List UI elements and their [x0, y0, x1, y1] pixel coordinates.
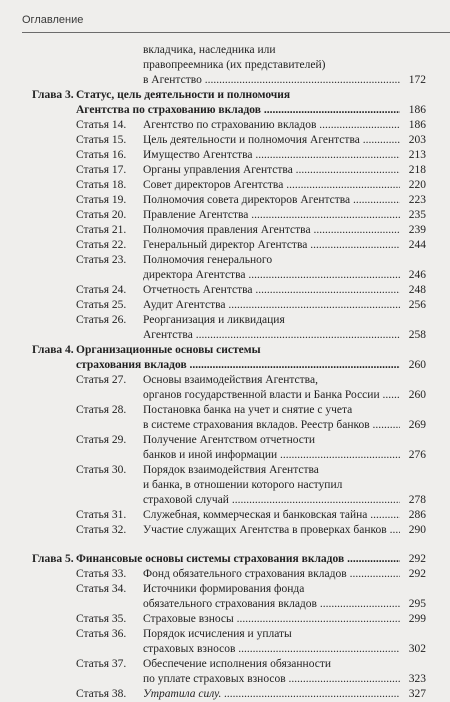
- page-number: 258: [408, 329, 426, 341]
- toc-entry-line: [32, 238, 426, 253]
- page-number: 276: [408, 449, 426, 461]
- chapter-title: Агентства по страхованию вкладов .....: [76, 103, 400, 118]
- toc-entry-line: [32, 313, 426, 328]
- page-number: 186: [408, 104, 426, 116]
- article-number: Статья 20.: [76, 209, 127, 221]
- article-title: Цель деятельности и полномочия Агентства .....: [143, 133, 400, 148]
- article-number: Статья 36.: [76, 628, 127, 640]
- article-title: Порядок исчисления и уплаты: [143, 628, 292, 640]
- article-title: Генеральный директор Агентства .....: [143, 238, 400, 253]
- article-number: Статья 27.: [76, 374, 127, 386]
- toc-chapter-line: [32, 552, 426, 567]
- article-title: Постановка банка на учет и снятие с учета: [143, 404, 353, 416]
- toc-entry-line: [32, 133, 426, 148]
- article-number: Статья 15.: [76, 134, 127, 146]
- page-number: 286: [408, 509, 426, 521]
- page-number: 292: [408, 553, 426, 565]
- article-number: Статья 18.: [76, 179, 127, 191]
- page-number: 172: [408, 74, 426, 86]
- article-title: Агентства .....: [143, 328, 400, 343]
- page-number: 290: [408, 524, 426, 536]
- page-number: 239: [408, 224, 426, 236]
- toc-entry-line: [32, 612, 426, 627]
- toc-entry-line: [32, 418, 426, 433]
- header-divider: [22, 32, 450, 33]
- page-number: 269: [408, 419, 426, 431]
- page-number: 299: [408, 613, 426, 625]
- article-number: Статья 29.: [76, 434, 127, 446]
- article-title: правопреемника (их представителей): [143, 59, 326, 71]
- chapter-title: Статус, цель деятельности и полномочия: [76, 89, 291, 101]
- article-title: Утратила силу. .....: [143, 687, 400, 702]
- article-title: Имущество Агентства .....: [143, 148, 400, 163]
- page-number: 244: [408, 239, 426, 251]
- page-number: 213: [408, 149, 426, 161]
- article-title: в системе страхования вкладов. Реестр банков .....: [143, 418, 400, 433]
- chapter-number: Глава 5.: [32, 553, 74, 565]
- article-number: Статья 34.: [76, 583, 127, 595]
- page-number: 323: [408, 673, 426, 685]
- article-number: Статья 31.: [76, 509, 127, 521]
- toc-entry-line: [32, 118, 426, 133]
- chapter-number: Глава 3.: [32, 89, 74, 101]
- page-number: 248: [408, 284, 426, 296]
- chapter-title: Организационные основы системы: [76, 344, 261, 356]
- toc-entry-line: [32, 178, 426, 193]
- toc-entry-line: [32, 642, 426, 657]
- toc-entry-line: [32, 268, 426, 283]
- toc-entry-line: [32, 298, 426, 313]
- page-number: 302: [408, 643, 426, 655]
- article-title: Страховые взносы .....: [143, 612, 400, 627]
- article-title: Полномочия генерального: [143, 254, 273, 266]
- article-number: Статья 21.: [76, 224, 127, 236]
- toc-entry-line: [32, 478, 426, 493]
- article-title: органов государственной власти и Банка России .....: [143, 388, 400, 403]
- toc-entry-line: [32, 223, 426, 238]
- article-title: Полномочия совета директоров Агентства .....: [143, 193, 400, 208]
- article-number: Статья 35.: [76, 613, 127, 625]
- article-title: Участие служащих Агентства в проверках банков .....: [143, 523, 400, 538]
- toc-entry-line: [32, 148, 426, 163]
- article-title: в Агентство .....: [143, 73, 400, 88]
- article-title: Обеспечение исполнения обязанности: [143, 658, 332, 670]
- toc-entry-line: [32, 582, 426, 597]
- toc-entry-line: [32, 388, 426, 403]
- page-number: 295: [408, 598, 426, 610]
- article-title: Полномочия правления Агентства .....: [143, 223, 400, 238]
- toc-entry-line: [32, 163, 426, 178]
- page-number: 327: [408, 688, 426, 700]
- toc-entry-line: [32, 597, 426, 612]
- article-number: Статья 37.: [76, 658, 127, 670]
- article-title: Порядок взаимодействия Агентства: [143, 464, 319, 476]
- article-number: Статья 22.: [76, 239, 127, 251]
- page-number: 220: [408, 179, 426, 191]
- page-number: 292: [408, 568, 426, 580]
- toc-entry-line: [32, 328, 426, 343]
- article-title: Фонд обязательного страхования вкладов .....: [143, 567, 400, 582]
- article-title: Органы управления Агентства .....: [143, 163, 400, 178]
- article-title: Агентство по страхованию вкладов .....: [143, 118, 400, 133]
- article-number: Статья 23.: [76, 254, 127, 266]
- toc-entry-line: [32, 433, 426, 448]
- toc-entry-line: [32, 657, 426, 672]
- article-title: обязательного страхования вкладов .....: [143, 597, 400, 612]
- article-number: Статья 14.: [76, 119, 127, 131]
- article-title: и банка, в отношении которого наступил: [143, 479, 343, 491]
- article-title: Отчетность Агентства .....: [143, 283, 400, 298]
- article-title: Правление Агентства .....: [143, 208, 400, 223]
- article-title: Служебная, коммерческая и банковская тайна .....: [143, 508, 400, 523]
- chapter-title: страхования вкладов .....: [76, 358, 400, 373]
- toc-entry-line: [32, 627, 426, 642]
- toc-entry-line: [32, 208, 426, 223]
- article-title: Источники формирования фонда: [143, 583, 305, 595]
- page-number: 256: [408, 299, 426, 311]
- toc-entry-line: [32, 73, 426, 88]
- article-number: Статья 17.: [76, 164, 127, 176]
- page-number: 260: [408, 359, 426, 371]
- toc-entry-line: [32, 253, 426, 268]
- article-number: Статья 26.: [76, 314, 127, 326]
- toc-chapter-line: [32, 103, 426, 118]
- toc-entry-line: [32, 373, 426, 388]
- toc-entry-line: [32, 193, 426, 208]
- page-number: 186: [408, 119, 426, 131]
- toc-entry-line: [32, 403, 426, 418]
- chapter-title: Финансовые основы системы страхования вкладов .....: [76, 552, 400, 567]
- article-number: Статья 25.: [76, 299, 127, 311]
- article-number: Статья 32.: [76, 524, 127, 536]
- toc-chapter-line: [32, 343, 426, 358]
- toc-entry-line: [32, 448, 426, 463]
- toc-entry-line: [32, 508, 426, 523]
- running-header: Оглавление: [22, 14, 84, 26]
- page-number: 235: [408, 209, 426, 221]
- article-title: Аудит Агентства .....: [143, 298, 400, 313]
- toc-chapter-line: [32, 88, 426, 103]
- toc-chapter-line: [32, 358, 426, 373]
- article-number: Статья 33.: [76, 568, 127, 580]
- article-title: страховой случай .....: [143, 493, 400, 508]
- chapter-number: Глава 4.: [32, 344, 74, 356]
- toc-entry-line: [32, 463, 426, 478]
- article-title: банков и иной информации .....: [143, 448, 400, 463]
- article-number: Статья 30.: [76, 464, 127, 476]
- article-title: Совет директоров Агентства .....: [143, 178, 400, 193]
- toc-entry-line: [32, 523, 426, 538]
- toc-entry-line: [32, 58, 426, 73]
- article-title: Получение Агентством отчетности: [143, 434, 316, 446]
- page-number: 218: [408, 164, 426, 176]
- table-of-contents: [32, 43, 426, 702]
- toc-entry-line: [32, 567, 426, 582]
- article-title: страховых взносов .....: [143, 642, 400, 657]
- article-title: директора Агентства .....: [143, 268, 400, 283]
- page-number: 246: [408, 269, 426, 281]
- article-title: вкладчика, наследника или: [143, 44, 276, 56]
- article-number: Статья 38.: [76, 688, 127, 700]
- page-number: 260: [408, 389, 426, 401]
- article-title: по уплате страховых взносов .....: [143, 672, 400, 687]
- article-title: Основы взаимодействия Агентства,: [143, 374, 318, 386]
- article-number: Статья 28.: [76, 404, 127, 416]
- article-number: Статья 24.: [76, 284, 127, 296]
- toc-entry-line: [32, 493, 426, 508]
- page-number: 223: [408, 194, 426, 206]
- toc-entry-line: [32, 283, 426, 298]
- toc-entry-line: [32, 672, 426, 687]
- article-title: Реорганизация и ликвидация: [143, 314, 285, 326]
- toc-entry-line: [32, 43, 426, 58]
- toc-entry-line: [32, 687, 426, 702]
- article-number: Статья 16.: [76, 149, 127, 161]
- page-number: 278: [408, 494, 426, 506]
- page-number: 203: [408, 134, 426, 146]
- article-number: Статья 19.: [76, 194, 127, 206]
